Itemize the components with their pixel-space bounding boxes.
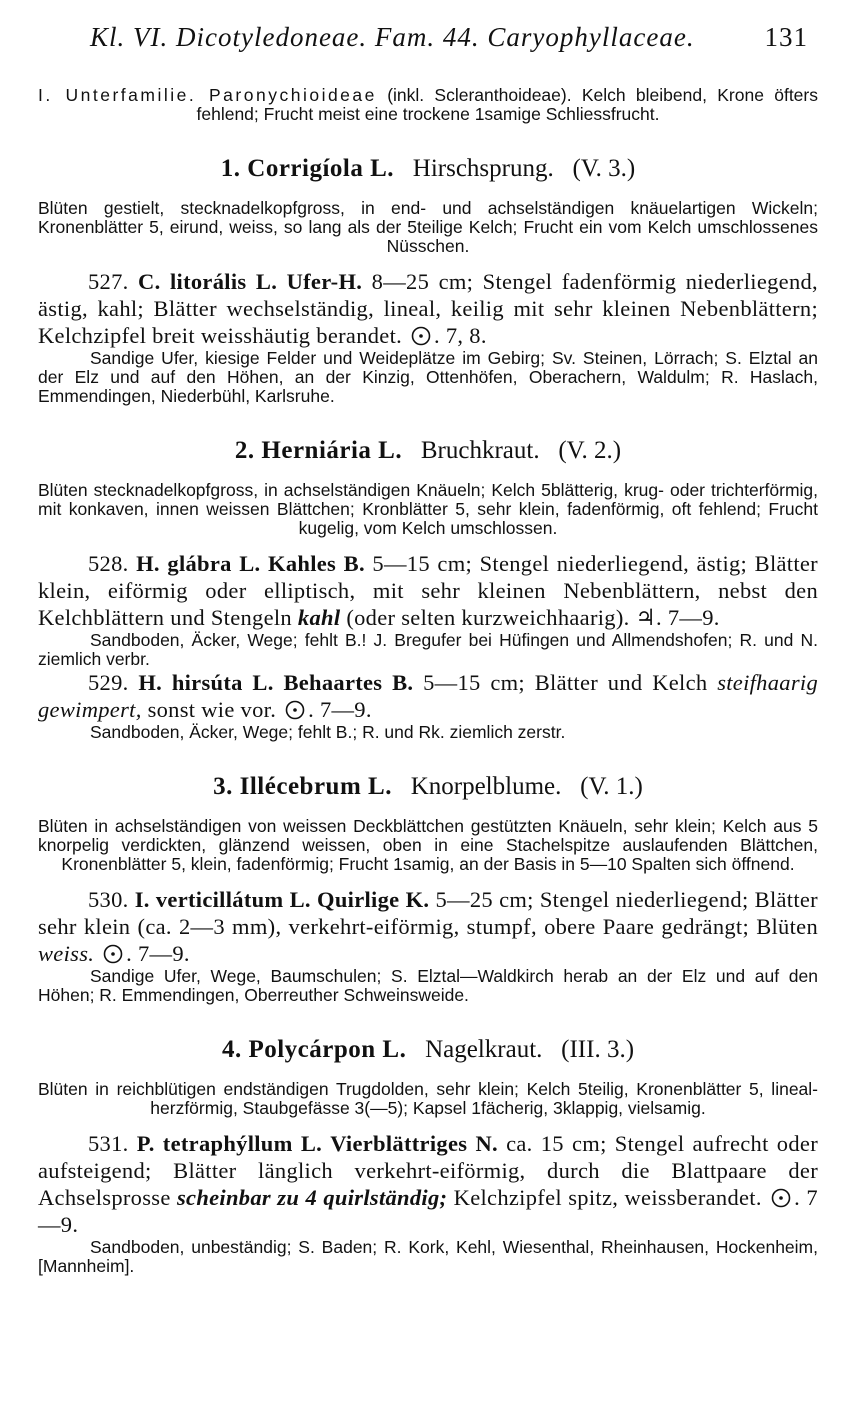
- species-common-name: Behaartes B.: [283, 670, 414, 695]
- genus-heading: [38, 437, 818, 465]
- annual-symbol-icon: [411, 326, 431, 346]
- genus-heading: [38, 155, 818, 183]
- genus-description: Blüten stecknadelkopfgross, in achselständigen Knäueln; Kelch 5blätterig, krug- oder trichterförmig, mit konkaven, innen weissen Blättchen; Kronblätter 5, sehr klein, fadenförmig, oft fehlend; Frucht kugelig, vom Kelch umschlossen.: [38, 480, 818, 538]
- species-text: 5—25 cm; Stengel niederliegend; Blätter sehr klein (ca. 2—3 mm), verkehrt-eiförmig, stumpf, obere Paare gedrängt; Blüten: [38, 887, 818, 939]
- genus-reference: (III. 3.): [561, 1036, 635, 1063]
- species-text: ca. 15 cm; Stengel aufrecht oder aufsteigend; Blätter länglich verkehrt-eiförmig, durch die Blattpaare der Achselsprosse: [38, 1131, 818, 1210]
- annual-symbol-icon: [285, 700, 305, 720]
- annual-symbol-icon: [771, 1188, 791, 1208]
- species-locality: Sandboden, unbeständig; S. Baden; R. Kork, Kehl, Wiesenthal, Rheinhausen, Hockenheim, [Mannheim].: [38, 1237, 818, 1276]
- species-common-name: Ufer-H.: [286, 269, 363, 294]
- page-number: 131: [764, 22, 808, 52]
- species-locality: Sandboden, Äcker, Wege; fehlt B.! J. Bregufer bei Hüfingen und Allmendshofen; R. und N. ziemlich verbr.: [38, 630, 818, 669]
- species-number: 527.: [88, 269, 129, 294]
- flowering-months: 7—9.: [319, 697, 372, 722]
- species-name: C. litorális L.: [138, 269, 278, 294]
- species-text-after: Kelchzipfel spitz, weissberandet.: [453, 1185, 762, 1210]
- genus-reference: (V. 3.): [572, 155, 636, 182]
- species-common-name: Quirlige K.: [317, 887, 430, 912]
- species-locality: Sandboden, Äcker, Wege; fehlt B.; R. und Rk. ziemlich zerstr.: [90, 722, 566, 742]
- species-text: 5—15 cm; Stengel niederliegend, ästig; Blätter klein, eiförmig oder elliptisch, mit sehr kleinen Nebenblättern, nebst den Kelchblättern und Stengeln: [38, 551, 818, 630]
- species-common-name: Vierblättriges N.: [330, 1131, 498, 1156]
- genus-name: 3. Illécebrum L.: [213, 773, 392, 800]
- species-locality: Sandige Ufer, Wege, Baumschulen; S. Elztal—Waldkirch herab an der Elz und auf den Höhen; R. Emmendingen, Oberreuther Schweinsweide.: [38, 966, 818, 1005]
- species-number: 530.: [88, 887, 129, 912]
- genus-heading: [38, 1036, 818, 1064]
- genus-reference: (V. 1.): [580, 773, 643, 800]
- subfamily-label: I. Unterfamilie. Paronychioideae: [38, 85, 377, 105]
- species-number: 528.: [88, 551, 129, 576]
- species-text-after: sonst wie vor.: [147, 697, 277, 722]
- species-entry: 527. C. litorális L. Ufer-H. 8—25 cm; Stengel fadenförmig niederliegend, ästig, kahl; Blätter wechselständig, lineal, keilig mit sehr kleinen Nebenblättern; Kelchzipfel breit weisshäutig berandet. . 7, 8.: [38, 269, 818, 348]
- subfamily-text: (inkl. Scleranthoideae). Kelch bleibend, Krone öfters fehlend; Frucht meist eine trockene 1samige Schliessfrucht.: [196, 85, 818, 124]
- genus-description: Blüten in reichblütigen endständigen Trugdolden, sehr klein; Kelch 5teilig, Kronenblätter 5, lineal-herzförmig, Staubgefässe 3(—5); Kapsel 1fächerig, 3klappig, vielsamig.: [38, 1079, 818, 1118]
- species-emphasis: weiss.: [38, 941, 95, 966]
- species-text-after: (oder selten kurzweichhaarig).: [346, 605, 630, 630]
- species-text: 8—25 cm; Stengel fadenförmig niederliegend, ästig, kahl; Blätter wechselständig, lineal, keilig mit sehr kleinen Nebenblättern; Kelchzipfel breit weisshäutig berandet.: [38, 269, 818, 348]
- species-name: P. tetraphýllum L.: [136, 1131, 323, 1156]
- species-emphasis: scheinbar zu 4 quirlständig;: [176, 1185, 448, 1210]
- flowering-months: 7—9.: [137, 941, 190, 966]
- genus-name: 4. Polycárpon L.: [221, 1036, 407, 1063]
- species-name: H. glábra L.: [136, 551, 261, 576]
- running-title: Kl. VI. Dicotyledoneae. Fam. 44. Caryophyllaceae.: [90, 22, 695, 52]
- species-locality: Sandige Ufer, kiesige Felder und Weideplätze im Gebirg; Sv. Steinen, Lörrach; S. Elztal an der Elz und auf den Höhen, an der Kinzig, Ottenhöfen, Oberachern, Waldulm; R. Haslach, Emmendingen, Niederbühl, Karlsruhe.: [38, 348, 818, 406]
- flowering-months: 7—9.: [667, 605, 720, 630]
- perennial-symbol: ♃.: [635, 605, 662, 630]
- genus-common-name: Hirschsprung.: [412, 155, 554, 182]
- species-emphasis: kahl: [297, 605, 341, 630]
- species-entry: 529. H. hirsúta L. Behaartes B. 5—15 cm; Blätter und Kelch steifhaarig gewimpert, sonst wie vor. . 7—9.: [38, 670, 818, 722]
- species-common-name: Kahles B.: [268, 551, 365, 576]
- genus-name: 1. Corrigíola L.: [220, 155, 395, 182]
- flowering-months: 7—9.: [38, 1185, 818, 1237]
- species-entry: [38, 550, 818, 631]
- species-name: H. hirsúta L.: [138, 670, 274, 695]
- genus-reference: (V. 2.): [558, 437, 622, 464]
- genus-heading: [38, 773, 818, 801]
- genus-common-name: Knorpelblume.: [410, 773, 562, 800]
- species-number: 529.: [88, 670, 129, 695]
- genus-name: 2. Herniária L.: [234, 437, 403, 464]
- subfamily-description: [38, 86, 818, 124]
- genus-common-name: Bruchkraut.: [420, 437, 540, 464]
- species-number: 531.: [88, 1131, 129, 1156]
- species-text: 5—15 cm; Blätter und Kelch: [423, 670, 708, 695]
- flowering-months: 7, 8.: [445, 323, 487, 348]
- species-entry: 531. P. tetraphýllum L. Vierblättriges N. ca. 15 cm; Stengel aufrecht oder aufsteigend; Blätter länglich verkehrt-eiförmig, durch die Blattpaare der Achselsprosse scheinbar zu 4 quirlständig; Kelchzipfel spitz, weissberandet. . 7—9.: [38, 1131, 818, 1237]
- genus-description: Blüten in achselständigen von weissen Deckblättchen gestützten Knäueln, sehr klein; Kelch aus 5 knorpelig verdickten, glänzend weissen, oben in eine Stachelspitze auslaufenden Blättchen, Kronenblätter 5, klein, fadenförmig; Frucht 1samig, an der Basis in 5—10 Spalten sich öffnend.: [38, 816, 818, 874]
- species-emphasis: steifhaarig gewimpert,: [38, 670, 818, 722]
- species-entry: 530. I. verticillátum L. Quirlige K. 5—25 cm; Stengel niederliegend; Blätter sehr klein (ca. 2—3 mm), verkehrt-eiförmig, stumpf, obere Paare gedrängt; Blüten weiss. . 7—9.: [38, 887, 818, 966]
- page-header: [38, 22, 818, 62]
- genus-common-name: Nagelkraut.: [425, 1036, 543, 1063]
- page: [38, 22, 818, 1276]
- species-name: I. verticillátum L.: [134, 887, 311, 912]
- genus-description: Blüten gestielt, stecknadelkopfgross, in end- und achselständigen knäuelartigen Wickeln; Kronenblätter 5, eirund, weiss, so lang als der 5teilige Kelch; Frucht ein vom Kelch umschlossenes Nüsschen.: [38, 198, 818, 256]
- annual-symbol-icon: [103, 944, 123, 964]
